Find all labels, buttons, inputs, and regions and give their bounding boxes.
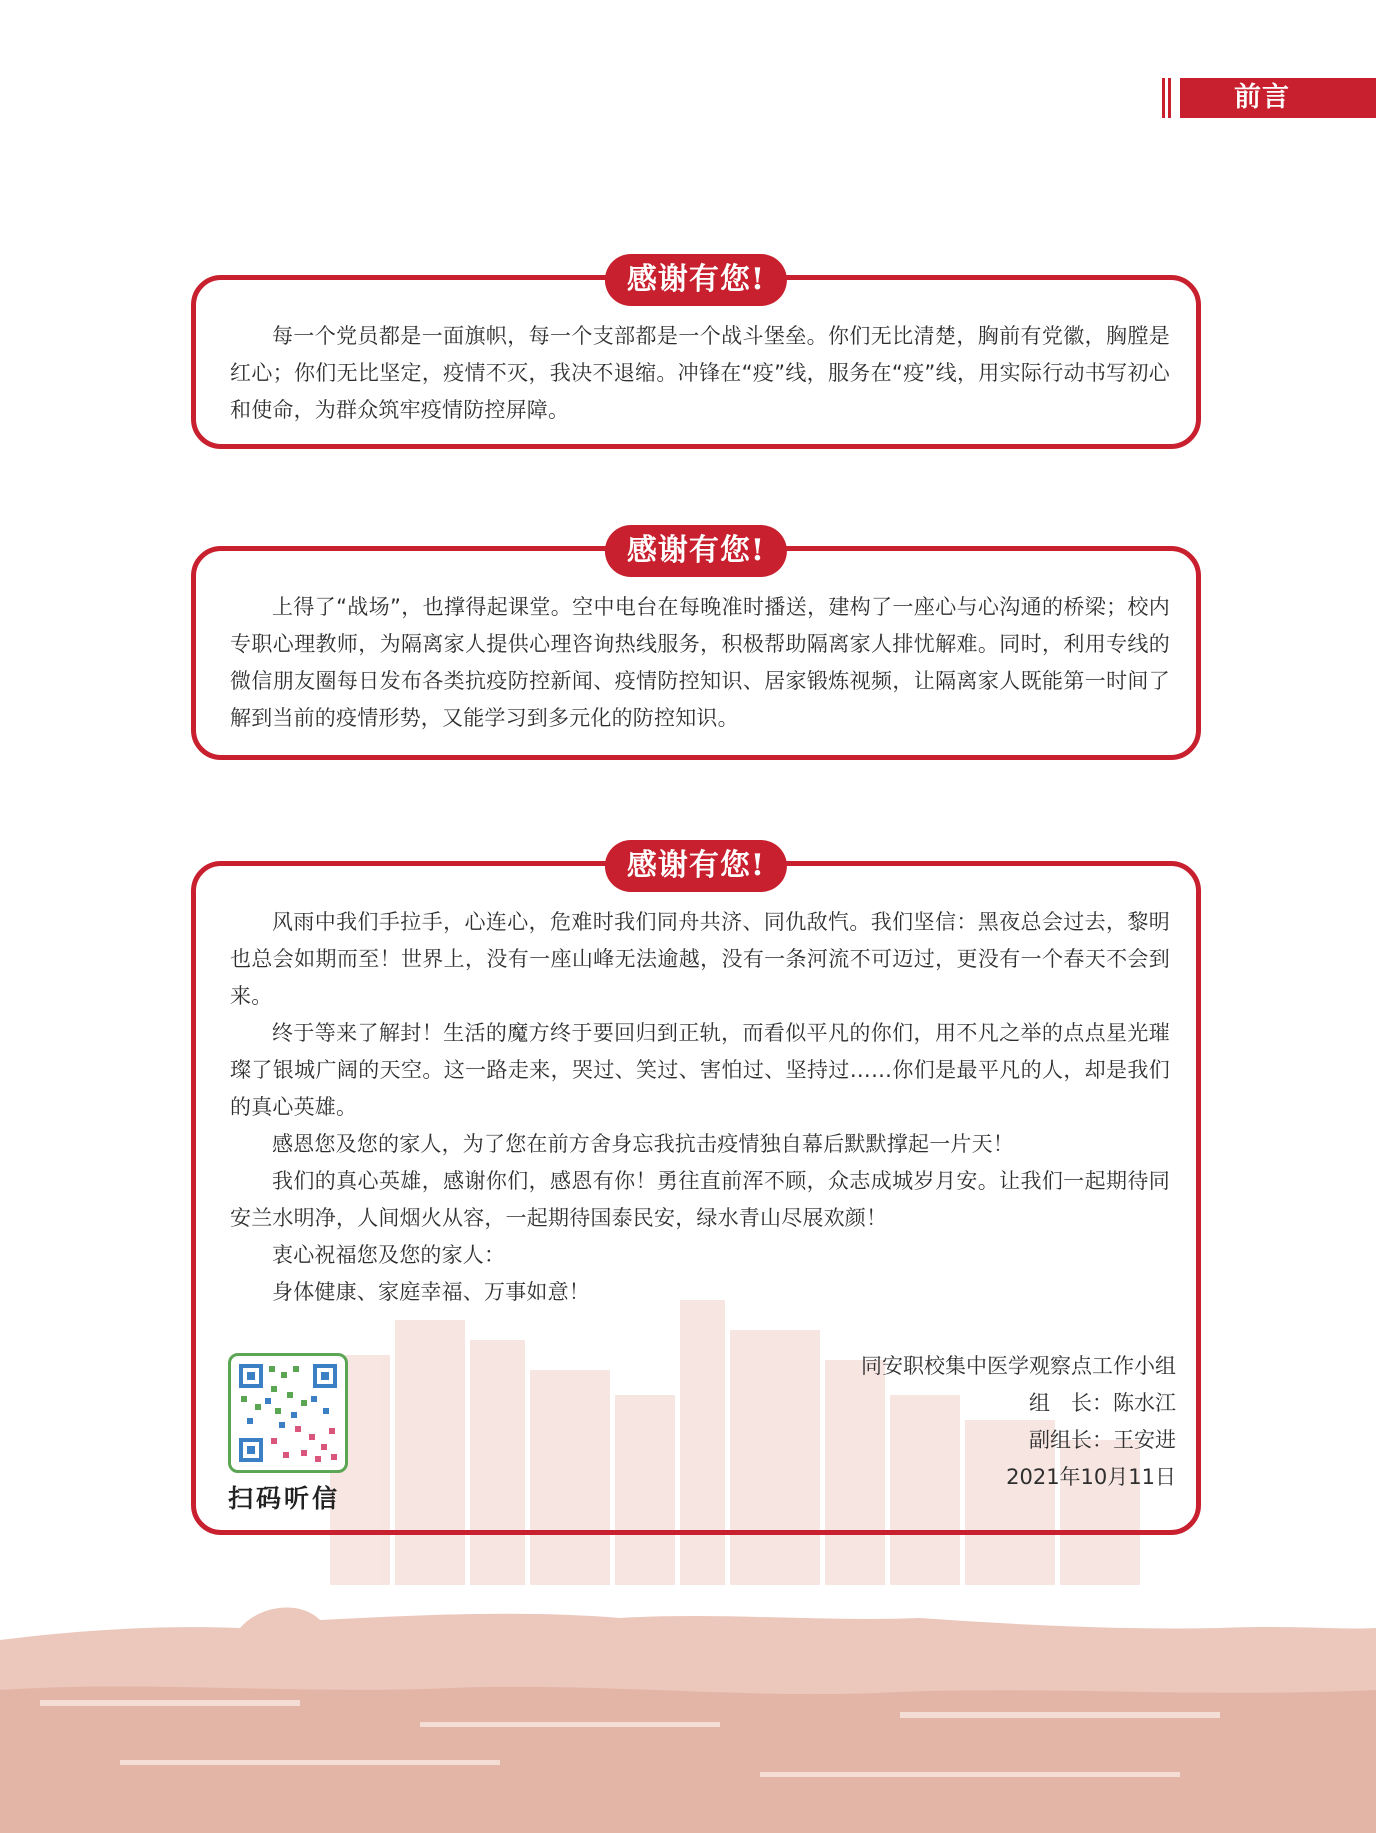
card-paragraph: 我们的真心英雄，感谢你们，感恩有你！勇往直前浑不顾，众志成城岁月安。让我们一起期待同安兰水明净，人间烟火从容，一起期待国泰民安，绿水青山尽展欢颜！ (230, 1169, 1170, 1230)
card-title: 感谢有您! (605, 840, 787, 892)
card-title: 感谢有您! (605, 254, 787, 306)
qr-caption: 扫码听信 (228, 1484, 341, 1513)
signature-leader: 组 长：陈水江 (1029, 1391, 1176, 1415)
card-paragraph: 终于等来了解封！生活的魔方终于要回归到正轨，而看似平凡的你们，用不凡之举的点点星光璀璨了银城广阔的天空。这一路走来，哭过、笑过、害怕过、坚持过……你们是最平凡的人，却是我们的真心英雄。 (230, 1021, 1170, 1119)
section-tab: 前言 (1180, 78, 1376, 118)
signature-org: 同安职校集中医学观察点工作小组 (861, 1354, 1176, 1378)
signature-block (796, 1348, 1176, 1496)
card-paragraph: 身体健康、家庭幸福、万事如意！ (272, 1280, 590, 1304)
signature-deputy: 副组长：王安进 (1029, 1428, 1176, 1452)
thanks-card-1 (191, 262, 1201, 449)
header-decor-bars (1162, 78, 1176, 118)
signature-date: 2021年10月11日 (1006, 1465, 1176, 1489)
card-body (196, 866, 1196, 1311)
card-title: 感谢有您! (605, 525, 787, 577)
qr-block (228, 1353, 352, 1515)
qr-code-icon[interactable] (228, 1353, 348, 1473)
card-paragraph: 每一个党员都是一面旗帜，每一个支部都是一个战斗堡垒。你们无比清楚，胸前有党徽，胸膛是红心；你们无比坚定，疫情不灭，我决不退缩。冲锋在“疫”线，服务在“疫”线，用实际行动书写初心和使命，为群众筑牢疫情防控屏障。 (230, 324, 1170, 422)
card-body (196, 551, 1196, 737)
card-paragraph: 风雨中我们手拉手，心连心，危难时我们同舟共济、同仇敌忾。我们坚信：黑夜总会过去，黎明也总会如期而至！世界上，没有一座山峰无法逾越，没有一条河流不可迈过，更没有一个春天不会到来。 (230, 910, 1170, 1008)
qr-pattern (231, 1356, 345, 1470)
thanks-card-2 (191, 533, 1201, 760)
card-paragraph: 感恩您及您的家人，为了您在前方舍身忘我抗击疫情独自幕后默默撑起一片天！ (272, 1132, 1014, 1156)
card-paragraph: 衷心祝福您及您的家人： (272, 1243, 506, 1267)
card-paragraph: 上得了“战场”，也撑得起课堂。空中电台在每晚准时播送，建构了一座心与心沟通的桥梁；校内专职心理教师，为隔离家人提供心理咨询热线服务，积极帮助隔离家人排忧解难。同时，利用专线的微信朋友圈每日发布各类抗疫防控新闻、疫情防控知识、居家锻炼视频，让隔离家人既能第一时间了解到当前的疫情形势，又能学习到多元化的防控知识。 (230, 595, 1170, 730)
